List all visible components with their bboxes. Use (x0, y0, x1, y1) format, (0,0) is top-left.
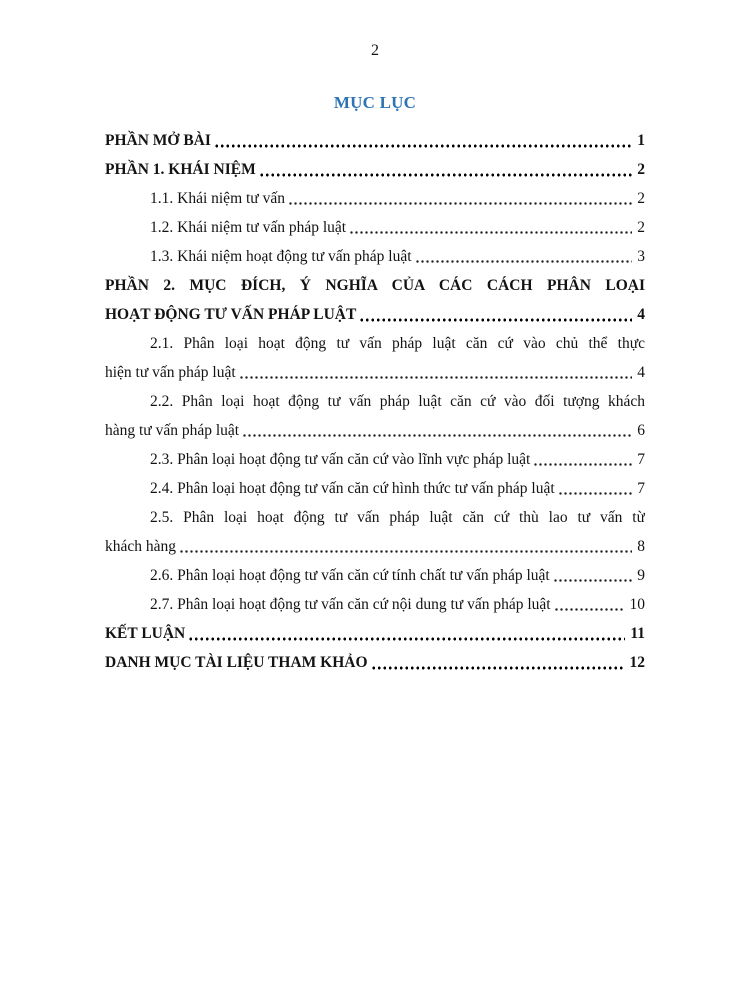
toc-entry[interactable] (105, 242, 645, 271)
toc-page-number: 8 (637, 538, 645, 555)
toc-page-number: 2 (637, 219, 645, 236)
toc-entry-text: 1.1. Khái niệm tư vấn (150, 190, 285, 207)
toc-entry[interactable] (105, 213, 645, 242)
toc-title: MỤC LỤC (333, 93, 417, 112)
toc-entry-text: PHẦN MỞ BÀI (105, 132, 211, 149)
dot-leader (214, 126, 632, 155)
toc-entry-last-line (105, 445, 645, 474)
toc-entry-text: 2.7. Phân loại hoạt động tư vấn căn cứ nội dung tư vấn pháp luật (150, 596, 551, 613)
toc-entry-text: hiện tư vấn pháp luật (105, 364, 236, 381)
toc-entry[interactable] (105, 474, 645, 503)
toc-entry[interactable] (105, 590, 645, 619)
toc-list (105, 126, 645, 677)
dot-leader (371, 648, 625, 677)
toc-entry-text: 2.3. Phân loại hoạt động tư vấn căn cứ vào lĩnh vực pháp luật (150, 451, 531, 468)
dot-leader (188, 619, 625, 648)
toc-entry-last-line (105, 242, 645, 271)
dot-leader (533, 445, 632, 474)
dot-leader (553, 561, 633, 590)
toc-entry-text: 1.2. Khái niệm tư vấn pháp luật (150, 219, 347, 236)
toc-entry[interactable] (105, 503, 645, 561)
toc-page-number: 2 (637, 161, 645, 178)
dot-leader (179, 532, 632, 561)
toc-entry-last-line (105, 648, 645, 677)
toc-entry[interactable] (105, 387, 645, 445)
toc-entry-text: HOẠT ĐỘNG TƯ VẤN PHÁP LUẬT (105, 306, 357, 323)
toc-entry[interactable] (105, 329, 645, 387)
toc-entry-text: 2.5. Phân loại hoạt động tư vấn pháp luật căn cứ thù lao tư vấn từ (150, 509, 645, 526)
toc-entry-text: khách hàng (105, 538, 177, 555)
dot-leader (415, 242, 633, 271)
toc-entry[interactable] (105, 619, 645, 648)
toc-entry-text: DANH MỤC TÀI LIỆU THAM KHẢO (105, 654, 368, 671)
toc-entry-last-line (105, 619, 645, 648)
toc-entry-last-line (105, 213, 645, 242)
dot-leader (349, 213, 632, 242)
toc-entry[interactable] (105, 155, 645, 184)
toc-entry[interactable] (105, 184, 645, 213)
toc-page-number: 10 (629, 596, 645, 613)
toc-entry-text: 2.1. Phân loại hoạt động tư vấn pháp luật căn cứ vào chủ thể thực (150, 335, 645, 352)
toc-page-number: 7 (637, 451, 645, 468)
dot-leader (239, 358, 633, 387)
toc-entry-text: 2.4. Phân loại hoạt động tư vấn căn cứ hình thức tư vấn pháp luật (150, 480, 555, 497)
page-number-header: 2 (371, 42, 379, 59)
toc-entry[interactable] (105, 648, 645, 677)
toc-page-number: 1 (637, 132, 645, 149)
toc-page-number: 2 (637, 190, 645, 207)
toc-entry-last-line (105, 474, 645, 503)
toc-page-number: 6 (637, 422, 645, 439)
dot-leader (288, 184, 632, 213)
toc-entry-last-line (105, 416, 645, 445)
toc-page-number: 4 (637, 306, 645, 323)
toc-page-number: 3 (637, 248, 645, 265)
toc-page-number: 7 (637, 480, 645, 497)
toc-entry-last-line (105, 590, 645, 619)
toc-entry[interactable] (105, 445, 645, 474)
toc-entry-text: 1.3. Khái niệm hoạt động tư vấn pháp luật (150, 248, 412, 265)
toc-entry-text: 2.2. Phân loại hoạt động tư vấn pháp luật căn cứ vào đối tượng khách (150, 393, 645, 410)
toc-entry-text: KẾT LUẬN (105, 625, 186, 642)
toc-entry[interactable] (105, 126, 645, 155)
dot-leader (558, 474, 633, 503)
toc-entry[interactable] (105, 561, 645, 590)
toc-page-number: 12 (629, 654, 645, 671)
dot-leader (554, 590, 625, 619)
toc-entry-last-line (105, 155, 645, 184)
toc-page-number: 11 (630, 625, 645, 642)
toc-entry-text: hàng tư vấn pháp luật (105, 422, 240, 439)
toc-entry-text: 2.6. Phân loại hoạt động tư vấn căn cứ tính chất tư vấn pháp luật (150, 567, 550, 584)
toc-page-number: 9 (637, 567, 645, 584)
toc-page-number: 4 (637, 364, 645, 381)
toc-entry-last-line (105, 532, 645, 561)
toc-entry-last-line (105, 184, 645, 213)
dot-leader (259, 155, 633, 184)
toc-entry[interactable] (105, 271, 645, 329)
toc-entry-last-line (105, 358, 645, 387)
toc-entry-text: PHẦN 1. KHÁI NIỆM (105, 161, 256, 178)
toc-entry-last-line (105, 300, 645, 329)
toc-entry-last-line (105, 561, 645, 590)
dot-leader (242, 416, 632, 445)
toc-entry-text: PHẦN 2. MỤC ĐÍCH, Ý NGHĨA CỦA CÁC CÁCH PHÂN LOẠI (105, 277, 645, 294)
toc-entry-last-line (105, 126, 645, 155)
dot-leader (359, 300, 632, 329)
